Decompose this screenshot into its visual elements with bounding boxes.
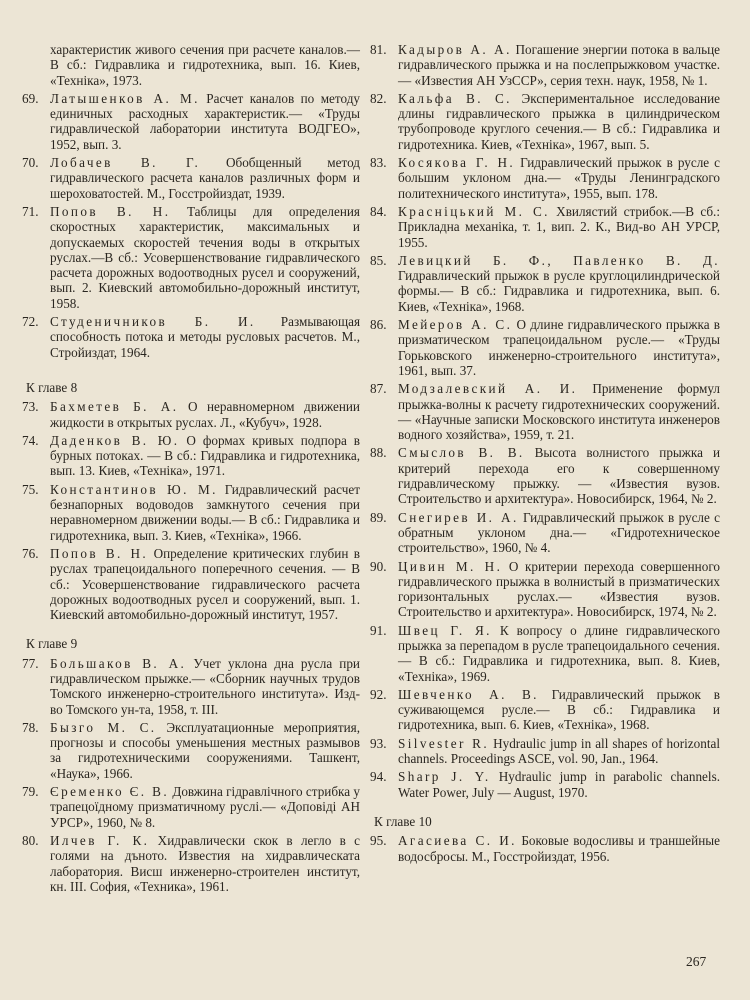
- reference-entry: [370, 381, 720, 442]
- reference-number: 82.: [370, 90, 387, 106]
- reference-text: К вопросу о длине гидравлического прыжка за перепадом в русле трапецоидального сечения.— В сб.: Гидравлика и гидротехника, вып. 8. Киев, «Техніка», 1969.: [398, 622, 720, 684]
- reference-entry: [370, 559, 720, 620]
- reference-text: Hydraulic jump in all shapes of horizontal channels. Proceedings ASCE, vol. 90, Jan., 1964.: [398, 735, 721, 767]
- reference-entry: [370, 317, 720, 378]
- reference-entry: [22, 204, 360, 311]
- left-column: [22, 42, 360, 897]
- reference-author: Мейеров А. С.: [398, 317, 513, 333]
- reference-text: О критерии перехода совершенного гидравлического прыжка в волнистый в призматических горизонтальных руслах.— «Известия вузов. Строительство и архитектура». Новосибирск, 1974, № 2.: [398, 558, 720, 620]
- reference-author: Попов В. Н.: [50, 545, 149, 561]
- chapter-heading: К главе 9: [26, 636, 78, 652]
- reference-author: Єременко Є. В.: [50, 784, 170, 800]
- reference-number: 89.: [370, 509, 387, 525]
- reference-entry: [22, 833, 360, 894]
- reference-entry: [370, 42, 720, 88]
- reference-text: Высота волнистого прыжка и критерий перехода его к совершенному гидравлическому прыжку. — «Известия вузов. Строительство и архитектура». Новосибирск, 1964, № 2.: [398, 445, 720, 507]
- reference-number: 91.: [370, 622, 387, 638]
- reference-number: 76.: [22, 545, 39, 561]
- reference-text: Хидравлически скок в легло в с голями на дъното. Известия на хидравлическата лаборатория. Висш инженерно-строителен институт, кн. III. София, «Техника», 1961.: [50, 832, 361, 894]
- reference-number: 92.: [370, 686, 387, 702]
- reference-entry: [370, 253, 720, 314]
- chapter-heading: К главе 8: [26, 379, 78, 395]
- reference-author: Илчев Г. К.: [50, 832, 150, 848]
- reference-entry: [22, 433, 360, 479]
- reference-number: 83.: [370, 155, 387, 171]
- reference-text: Учет уклона дна русла при гидравлическом прыжке.— «Сборник научных трудов Томского инженерно-строительного института». Изд-во Томского ун-та, 1958, т. III.: [50, 655, 360, 717]
- chapter-heading: К главе 10: [374, 813, 432, 829]
- reference-author: Даденков В. Ю.: [50, 432, 180, 448]
- reference-text: Hydraulic jump in parabolic channels. Water Power, July — August, 1970.: [398, 769, 720, 800]
- reference-number: 94.: [370, 769, 387, 785]
- reference-number: 81.: [370, 42, 387, 57]
- reference-text: Обобщенный метод гидравлического расчета каналов различных форм и шероховатостей. М., Госстройиздат, 1939.: [50, 155, 361, 201]
- reference-entry: [22, 91, 360, 152]
- reference-author: Константинов Ю. М.: [50, 481, 218, 497]
- reference-entry: [22, 399, 360, 430]
- reference-number: 74.: [22, 432, 39, 448]
- reference-text: Хвилястий стрибок.—В сб.: Прикладна механіка, т. 1, вип. 2. К., Вид-во АН УРСР, 1955.: [398, 203, 721, 250]
- reference-text: Экспериментальное исследование длины гидравлического прыжка в цилиндрическом трубопроводе круглого сечения.— В сб.: Гидравлика и гидротехника. Киев, «Техніка», 1967, вып. 5.: [398, 90, 720, 152]
- reference-entry: [370, 155, 720, 201]
- reference-entry: [370, 445, 720, 506]
- reference-continuation: характеристик живого сечения при расчете каналов.— В сб.: Гидравлика и гидротехника, вып. 16. Киев, «Техніка», 1973.: [50, 42, 360, 88]
- reference-author: Шевченко А. В.: [398, 686, 539, 702]
- reference-entry: [22, 656, 360, 717]
- reference-entry: [22, 720, 360, 781]
- reference-number: 84.: [370, 203, 387, 219]
- right-column: [370, 42, 720, 867]
- reference-text: Эксплуатационные мероприятия, прогнозы и способы уменьшения местных размывов за гидротехническими сооружениями. Ташкент, «Наука», 1966.: [50, 719, 360, 781]
- reference-author: Цивин М. Н.: [398, 558, 503, 574]
- reference-number: 79.: [22, 784, 39, 800]
- reference-author: Silvester R.: [398, 735, 490, 751]
- reference-author: Кадыров А. А.: [398, 42, 512, 57]
- reference-author: Бахметев Б. А.: [50, 399, 179, 415]
- reference-number: 85.: [370, 252, 387, 268]
- reference-text: О формах кривых подпора в бурных потоках. — В сб.: Гидравлика и гидротехника, вып. 13. Киев, «Техніка», 1971.: [50, 432, 361, 479]
- reference-entry: [370, 510, 720, 556]
- reference-number: 87.: [370, 381, 387, 397]
- reference-author: Лобачев В. Г.: [50, 155, 201, 171]
- reference-author: Левицкий Б. Ф., Павленко В. Д.: [398, 252, 720, 268]
- reference-text: Погашение энергии потока в вальце гидравлического прыжка и на послепрыжковом участке.— «Известия АН УзССР», серия техн. наук, 1958, № 1.: [398, 42, 720, 88]
- reference-text: Гидравлический прыжок в русле круглоцилиндрической формы.— В сб.: Гидравлика и гидротехника, вып. 6. Киев, «Техніка», 1968.: [398, 268, 720, 314]
- reference-text: Гидравлический прыжок в суживающемся русле.— В сб.: Гидравлика и гидротехника, вып. 6. Киев, «Техніка», 1968.: [398, 686, 720, 733]
- reference-number: 93.: [370, 735, 387, 751]
- reference-entry: [22, 314, 360, 360]
- reference-entry: [370, 623, 720, 684]
- reference-text: Гидравлический прыжок в русле с большим уклоном дна.— «Труды Ленинградского политехнического института», 1955, вып. 178.: [398, 155, 720, 201]
- reference-author: Латышенков А. М.: [50, 90, 200, 106]
- reference-number: 86.: [370, 317, 387, 333]
- reference-number: 77.: [22, 655, 39, 671]
- reference-entry: [370, 204, 720, 250]
- reference-author: Модзалевский А. И.: [398, 381, 578, 397]
- reference-entry: [370, 687, 720, 733]
- reference-text: О длине гидравлического прыжка в призматическом трапецоидальном русле.— «Труды Горьковского инженерно-строительного института», 1961, вып. 37.: [398, 317, 721, 378]
- reference-entry: [22, 546, 360, 622]
- reference-number: 95.: [370, 833, 387, 849]
- reference-entry: [370, 91, 720, 152]
- reference-author: Попов В. Н.: [50, 203, 171, 219]
- reference-author: Снегирев И. А.: [398, 509, 519, 525]
- page-number: 267: [686, 954, 707, 969]
- reference-author: Швец Г. Я.: [398, 622, 492, 638]
- reference-text: Применение формул прыжка-волны к расчету гидротехнических сооружений.— «Научные записки Московского института инженеров водного хозяйства», 1959, т. 21.: [398, 381, 720, 443]
- reference-text: Размывающая способность потока и методы русловых расчетов. М., Стройиздат, 1964.: [50, 314, 361, 360]
- reference-text: Таблицы для определения скоростных характеристик, максимальных и допускаемых скоростей течения воды в открытых руслах.—В сб.: Усовершенствование гидравлического расчета дорожных водоотводных русел и сооружений, вып. 2. Киевский автомобильно-дорожный институт, 1958.: [50, 203, 360, 311]
- reference-entry: [370, 736, 720, 767]
- reference-entry: [370, 833, 720, 864]
- reference-text: Расчет каналов по методу единичных расходных характеристик.— «Труды гидравлической лаборатории института ВОДГЕО», 1952, вып. 3.: [50, 90, 361, 152]
- reference-entry: [22, 784, 360, 830]
- reference-author: Большаков В. А.: [50, 655, 187, 671]
- reference-author: Студеничников Б. И.: [50, 314, 256, 330]
- reference-number: 71.: [22, 203, 39, 219]
- reference-author: Бызго М. С.: [50, 719, 157, 735]
- reference-entry: [370, 769, 720, 800]
- reference-text: Определение критических глубин в руслах трапецоидального поперечного сечения. — В сб.: Усовершенствование гидравлического расчета дорожных водоотводных русел и сооружений, вып. 1. Киевский автомобильно-дорожный институт, 1957.: [50, 545, 361, 623]
- reference-text: Довжина гідравлічного стрибка у трапецоїдному призматичному руслі.— «Доповіді АН УРСР», 1960, № 8.: [50, 784, 361, 830]
- reference-author: Косякова Г. Н.: [398, 155, 516, 171]
- reference-author: Красніцький М. С.: [398, 203, 550, 219]
- reference-number: 75.: [22, 481, 39, 497]
- reference-number: 70.: [22, 155, 39, 171]
- reference-number: 90.: [370, 558, 387, 574]
- reference-author: Смыслов В. В.: [398, 445, 525, 461]
- reference-number: 80.: [22, 832, 39, 848]
- reference-text: О неравномерном движении жидкости в открытых руслах. Л., «Кубуч», 1928.: [50, 399, 360, 430]
- reference-number: 69.: [22, 90, 39, 106]
- reference-number: 88.: [370, 445, 387, 461]
- reference-entry: [22, 155, 360, 201]
- reference-author: Агасиева С. И.: [398, 833, 517, 849]
- reference-number: 78.: [22, 719, 39, 735]
- reference-number: 72.: [22, 314, 39, 330]
- reference-number: 73.: [22, 399, 39, 415]
- reference-author: Sharp J. Y.: [398, 769, 491, 785]
- reference-text: Гидравлический расчет безнапорных водоводов замкнутого сечения при неравномерном движении воды.— В сб.: Гидравлика и гидротехника, вып. 3. Киев, «Техніка», 1966.: [50, 481, 360, 543]
- reference-entry: [22, 482, 360, 543]
- reference-text: Гидравлический прыжок в русле с обратным уклоном дна.— «Гидротехническое строительство», 1960, № 4.: [398, 509, 721, 556]
- reference-author: Кальфа В. С.: [398, 90, 512, 106]
- reference-text: Боковые водосливы и траншейные водосбросы. М., Госстройиздат, 1956.: [398, 833, 720, 864]
